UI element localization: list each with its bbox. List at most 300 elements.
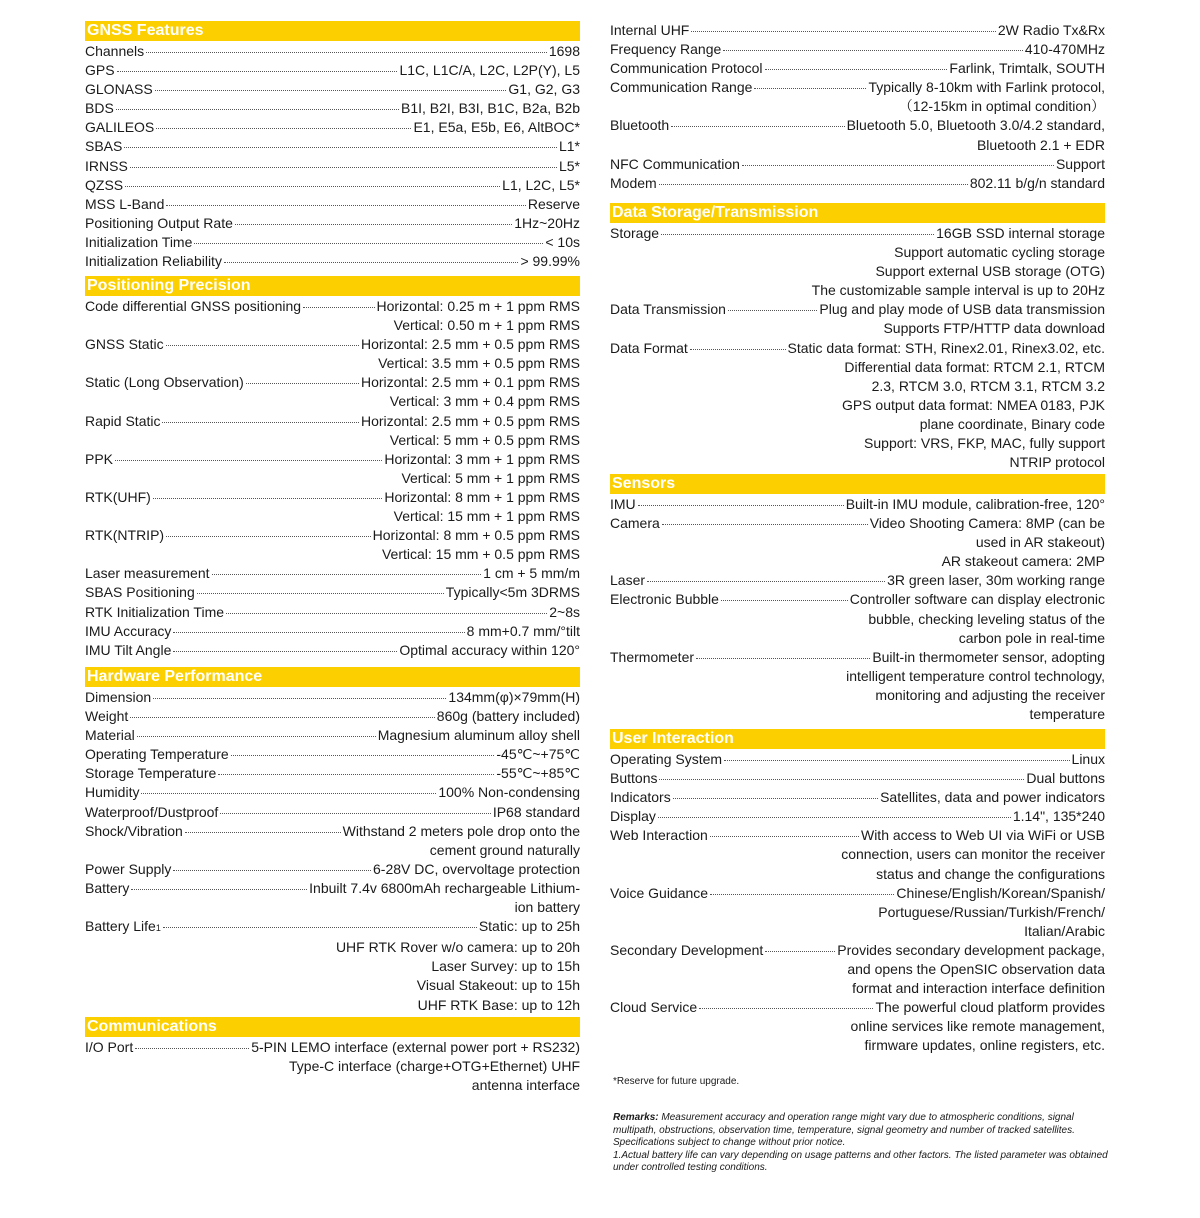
spec-value-cont: intelligent temperature control technology,: [846, 667, 1105, 684]
spec-row: [85, 42, 580, 61]
spec-value: G1, G2, G3: [508, 81, 580, 98]
spec-row-main: [610, 224, 1105, 243]
spec-value: Inbuilt 7.4v 6800mAh rechargeable Lithium-: [309, 879, 580, 896]
spec-value: L1, L2C, L5*: [502, 176, 580, 193]
spec-row: [85, 195, 580, 214]
spec-row: [610, 884, 1105, 941]
spec-row: [610, 571, 1105, 590]
spec-label: Dimension: [85, 689, 152, 705]
spec-label: MSS L-Band: [85, 195, 165, 212]
spec-row: [610, 174, 1105, 193]
spec-label: RTK(UHF): [85, 488, 151, 505]
dot-leader: [696, 658, 870, 659]
section-header: Data Storage/Transmission: [610, 203, 1105, 223]
spec-value: Horizontal: 8 mm + 0.5 ppm RMS: [372, 527, 580, 544]
spec-label: Operating System: [610, 751, 723, 767]
section-header: GNSS Features: [85, 21, 580, 41]
spec-value: L5*: [558, 157, 580, 174]
spec-label: Bluetooth: [610, 117, 670, 134]
section-header: Sensors: [610, 474, 1105, 494]
spec-row-main: [610, 807, 1105, 826]
spec-value: -55℃~+85℃: [496, 765, 580, 782]
spec-value: 410-470MHz: [1024, 41, 1105, 58]
spec-row: [610, 826, 1105, 883]
spec-label: Internal UHF: [610, 22, 690, 38]
spec-label: PPK: [85, 450, 114, 467]
spec-row-main: [85, 335, 580, 354]
spec-row-main: [85, 688, 580, 707]
remarks-label: Remarks:: [613, 1112, 659, 1123]
spec-label: GPS: [85, 62, 115, 79]
spec-row: [610, 941, 1105, 998]
section-header: Communications: [85, 1017, 580, 1037]
spec-label: Operating Temperature: [85, 746, 229, 763]
section-header: Hardware Performance: [85, 667, 580, 687]
spec-value-cont: Vertical: 5 mm + 0.5 ppm RMS: [389, 431, 580, 448]
spec-label: Channels: [85, 43, 145, 59]
spec-value: Video Shooting Camera: 8MP (can be: [869, 515, 1105, 532]
spec-row-main: [610, 826, 1105, 845]
spec-value: 16GB SSD internal storage: [936, 225, 1105, 241]
dot-leader: [659, 184, 968, 185]
dot-leader: [173, 632, 464, 633]
spec-row-main: [85, 450, 580, 469]
dot-leader: [728, 310, 817, 311]
spec-row: [85, 879, 580, 917]
footnote-marker: 1: [155, 923, 161, 934]
spec-value-cont: The customizable sample interval is up to 20Hz: [811, 282, 1105, 299]
spec-label: Buttons: [610, 770, 658, 787]
spec-label: SBAS: [85, 138, 123, 155]
dot-leader: [173, 651, 397, 652]
spec-value-cont: Type-C interface (charge+OTG+Ethernet) UHF: [289, 1058, 580, 1075]
dot-leader: [153, 498, 382, 499]
spec-label: Frequency Range: [610, 41, 722, 58]
spec-row-main: [610, 59, 1105, 78]
spec-label: IMU Tilt Angle: [85, 641, 172, 658]
remarks: [613, 1112, 1113, 1175]
dot-leader: [130, 167, 557, 168]
spec-row: [610, 590, 1105, 647]
dot-leader: [673, 798, 878, 799]
dot-leader: [303, 307, 374, 308]
dot-leader: [710, 836, 859, 837]
dot-leader: [156, 128, 411, 129]
spec-row: [85, 80, 580, 99]
spec-row: [85, 622, 580, 641]
spec-row: [610, 769, 1105, 788]
spec-row-main: [85, 707, 580, 726]
spec-row-main: [85, 252, 580, 271]
spec-row: [85, 783, 580, 802]
spec-value-cont: cement ground naturally: [429, 841, 580, 858]
dot-leader: [166, 205, 525, 206]
spec-value-cont: and opens the OpenSIC observation data: [847, 961, 1105, 978]
spec-value-cont: bubble, checking leveling status of the: [868, 610, 1105, 627]
spec-value: 8 mm+0.7 mm/°tilt: [466, 622, 580, 639]
spec-row: [85, 157, 580, 176]
spec-row-main: [610, 788, 1105, 807]
dot-leader: [212, 574, 482, 575]
spec-row-main: [610, 514, 1105, 533]
spec-row-main: [85, 526, 580, 545]
spec-label: Storage: [610, 225, 660, 241]
dot-leader: [224, 262, 518, 263]
spec-row-main: [85, 641, 580, 660]
spec-row: [85, 488, 580, 526]
spec-row-main: [610, 155, 1105, 174]
spec-row-main: [85, 1038, 580, 1057]
spec-row-main: [85, 860, 580, 879]
spec-value-cont: firmware updates, online registers, etc.: [864, 1037, 1105, 1054]
spec-row: [85, 526, 580, 564]
spec-value-cont: format and interaction interface definition: [852, 980, 1105, 997]
spec-value: 2~8s: [549, 603, 580, 620]
spec-value: 3R green laser, 30m working range: [887, 572, 1105, 589]
spec-label: Display: [610, 808, 656, 825]
spec-value: 5-PIN LEMO interface (external power port + RS232): [251, 1039, 580, 1055]
spec-label: Communication Range: [610, 79, 753, 96]
spec-value: Built-in thermometer sensor, adopting: [872, 648, 1105, 665]
spec-label: IMU: [610, 496, 636, 512]
spec-value-cont: status and change the configurations: [876, 865, 1105, 882]
spec-row: [85, 137, 580, 156]
dot-leader: [163, 927, 477, 928]
spec-label: Battery Life: [85, 918, 156, 935]
spec-row-main: [610, 495, 1105, 514]
spec-row: [85, 450, 580, 488]
spec-row: [610, 514, 1105, 571]
spec-value: B1I, B2I, B3I, B1C, B2a, B2b: [401, 100, 580, 117]
spec-row-main: [85, 214, 580, 233]
spec-label: RTK Initialization Time: [85, 603, 225, 620]
spec-label: Initialization Time: [85, 233, 193, 250]
spec-value-cont: Vertical: 0.50 m + 1 ppm RMS: [393, 317, 580, 334]
spec-value: Typically 8-10km with Farlink protocol,: [868, 79, 1105, 96]
spec-row: [85, 707, 580, 726]
spec-value: IP68 standard: [492, 803, 580, 820]
spec-row-main: [85, 42, 580, 61]
spec-row-main: [610, 998, 1105, 1017]
section-data-storage: [610, 203, 1105, 472]
spec-row: [85, 61, 580, 80]
dot-leader: [754, 88, 866, 89]
spec-row: [85, 335, 580, 373]
spec-row: [85, 252, 580, 271]
dot-leader: [146, 52, 547, 53]
reserve-note: *Reserve for future upgrade.: [613, 1076, 740, 1087]
section-header: User Interaction: [610, 729, 1105, 749]
spec-row: [610, 116, 1105, 154]
spec-value-cont: temperature: [1029, 706, 1105, 723]
spec-row: [610, 998, 1105, 1055]
spec-value: Optimal accuracy within 120°: [399, 641, 580, 658]
spec-value-cont: Laser Survey: up to 15h: [431, 958, 580, 975]
spec-label: Static (Long Observation): [85, 374, 244, 391]
spec-row: [610, 78, 1105, 116]
spec-value-cont: monitoring and adjusting the receiver: [875, 686, 1105, 703]
section-user-interaction: [610, 729, 1105, 1056]
spec-value: L1*: [558, 138, 580, 155]
spec-label: Shock/Vibration: [85, 822, 183, 839]
spec-value: Horizontal: 2.5 mm + 0.1 ppm RMS: [360, 374, 580, 391]
spec-row: [610, 59, 1105, 78]
dot-leader: [135, 1048, 249, 1049]
spec-value: Plug and play mode of USB data transmission: [819, 301, 1105, 318]
spec-row: [85, 297, 580, 335]
spec-value: Horizontal: 3 mm + 1 ppm RMS: [384, 450, 580, 467]
dot-leader: [218, 774, 494, 775]
dot-leader: [194, 243, 543, 244]
spec-row-main: [85, 917, 580, 938]
spec-row-main: [610, 648, 1105, 667]
spec-value-cont: Vertical: 15 mm + 1 ppm RMS: [393, 508, 580, 525]
spec-row: [610, 750, 1105, 769]
spec-value: Dual buttons: [1026, 770, 1105, 787]
spec-row: [85, 641, 580, 660]
dot-leader: [691, 31, 996, 32]
spec-row: [85, 803, 580, 822]
spec-row-main: [85, 80, 580, 99]
spec-label: RTK(NTRIP): [85, 527, 165, 544]
spec-label: Data Format: [610, 339, 688, 356]
spec-row-main: [85, 603, 580, 622]
dot-leader: [197, 593, 444, 594]
spec-value: Farlink, Trimtalk, SOUTH: [949, 60, 1105, 77]
spec-value: Linux: [1071, 751, 1105, 767]
spec-label: I/O Port: [85, 1039, 134, 1055]
spec-row: [85, 745, 580, 764]
spec-row-main: [610, 116, 1105, 135]
dot-leader: [141, 793, 436, 794]
spec-value: 1698: [548, 43, 580, 59]
dot-leader: [162, 422, 358, 423]
spec-value: Built-in IMU module, calibration-free, 120°: [845, 496, 1105, 512]
spec-value: Horizontal: 8 mm + 1 ppm RMS: [384, 488, 580, 505]
spec-row-main: [85, 157, 580, 176]
spec-value: 860g (battery included): [436, 708, 580, 725]
spec-row: [610, 21, 1105, 40]
spec-label: Camera: [610, 515, 660, 532]
dot-leader: [765, 951, 835, 952]
spec-row-main: [610, 174, 1105, 193]
spec-value: The powerful cloud platform provides: [875, 999, 1105, 1016]
spec-row: [85, 603, 580, 622]
dot-leader: [658, 817, 1011, 818]
spec-value: Reserve: [527, 195, 580, 212]
spec-row: [85, 118, 580, 137]
spec-value-cont: Support external USB storage (OTG): [875, 263, 1105, 280]
spec-value-cont: Supports FTP/HTTP data download: [883, 320, 1105, 337]
spec-value: E1, E5a, E5b, E6, AltBOC*: [413, 119, 580, 136]
dot-leader: [231, 755, 495, 756]
spec-row-main: [610, 300, 1105, 319]
spec-row-main: [85, 99, 580, 118]
spec-row-main: [610, 590, 1105, 609]
dot-leader: [765, 69, 948, 70]
spec-label: Voice Guidance: [610, 884, 709, 901]
spec-row: [85, 822, 580, 860]
spec-value-cont: used in AR stakeout): [975, 534, 1105, 551]
spec-row-main: [610, 21, 1105, 40]
spec-label: Positioning Output Rate: [85, 214, 233, 231]
spec-row-main: [610, 339, 1105, 358]
spec-label: Secondary Development: [610, 941, 764, 958]
spec-row-main: [610, 40, 1105, 59]
spec-value: Horizontal: 2.5 mm + 0.5 ppm RMS: [360, 412, 580, 429]
spec-row: [610, 155, 1105, 174]
spec-value: Satellites, data and power indicators: [880, 789, 1105, 806]
spec-row: [85, 99, 580, 118]
spec-value: 1.14", 135*240: [1012, 808, 1105, 825]
spec-row: [85, 214, 580, 233]
spec-label: Storage Temperature: [85, 765, 217, 782]
spec-value: 100% Non-condensing: [438, 784, 580, 801]
spec-label: Modem: [610, 174, 657, 191]
spec-row: [85, 233, 580, 252]
dot-leader: [671, 126, 844, 127]
spec-label: Data Transmission: [610, 301, 726, 318]
spec-label: Code differential GNSS positioning: [85, 298, 302, 314]
spec-value: Bluetooth 5.0, Bluetooth 3.0/4.2 standard,: [846, 117, 1105, 134]
dot-leader: [166, 536, 371, 537]
spec-row: [610, 339, 1105, 473]
battery-footnote: 1.Actual battery life can vary depending on usage patterns and other factors. The listed parameter was obtained under controlled testing conditions.: [613, 1149, 1108, 1173]
spec-value-cont: Vertical: 3.5 mm + 0.5 ppm RMS: [378, 355, 580, 372]
spec-label: NFC Communication: [610, 155, 740, 172]
dot-leader: [661, 234, 934, 235]
spec-row: [85, 412, 580, 450]
spec-label: GALILEOS: [85, 119, 155, 136]
spec-value-cont: Differential data format: RTCM 2.1, RTCM: [844, 358, 1105, 375]
spec-value: 134mm(φ)×79mm(H): [448, 689, 580, 705]
spec-value: Provides secondary development package,: [837, 941, 1105, 958]
spec-row: [85, 764, 580, 783]
spec-value: Static data format: STH, Rinex2.01, Rinex3.02, etc.: [787, 339, 1105, 356]
dot-leader: [124, 147, 557, 148]
spec-row-main: [85, 745, 580, 764]
spec-value-cont: Support: VRS, FKP, MAC, fully support: [864, 435, 1105, 452]
spec-row-main: [610, 78, 1105, 97]
spec-value: > 99.99%: [520, 253, 580, 270]
spec-row-main: [85, 764, 580, 783]
dot-leader: [173, 870, 371, 871]
dot-leader: [166, 345, 359, 346]
spec-label: IMU Accuracy: [85, 622, 172, 639]
dot-leader: [662, 524, 868, 525]
spec-label: IRNSS: [85, 157, 128, 174]
dot-leader: [699, 1008, 873, 1009]
spec-value: 2W Radio Tx&Rx: [997, 22, 1105, 38]
section-positioning-precision: [85, 276, 580, 660]
section-sensors: [610, 474, 1105, 724]
spec-value-cont: antenna interface: [471, 1077, 580, 1094]
spec-value-cont: Portuguese/Russian/Turkish/French/: [878, 903, 1105, 920]
dot-leader: [137, 736, 376, 737]
spec-value-cont: （12-15km in optimal condition）: [898, 98, 1105, 115]
spec-row: [85, 176, 580, 195]
spec-value-cont: UHF RTK Rover w/o camera: up to 20h: [335, 939, 580, 956]
spec-row-main: [610, 571, 1105, 590]
spec-value-cont: GPS output data format: NMEA 0183, PJK: [841, 396, 1105, 413]
section-header: Positioning Precision: [85, 276, 580, 296]
spec-row-main: [85, 564, 580, 583]
spec-label: Humidity: [85, 784, 140, 801]
dot-leader: [220, 813, 491, 814]
remarks-text: Measurement accuracy and operation range might vary due to atmospheric conditions, signal multipath, obstructions, observation time, temperature, signal geometry and number of tracked satellites. Specifications subject to change without prior notice.: [613, 1112, 1075, 1148]
spec-row-main: [85, 412, 580, 431]
spec-value-cont: Italian/Arabic: [1024, 922, 1105, 939]
spec-label: SBAS Positioning: [85, 584, 195, 601]
spec-label: Laser measurement: [85, 565, 210, 582]
spec-label: Power Supply: [85, 860, 172, 877]
spec-label: Communication Protocol: [610, 60, 763, 77]
spec-value: L1C, L1C/A, L2C, L2P(Y), L5: [399, 62, 580, 79]
spec-row: [610, 788, 1105, 807]
spec-value: Controller software can display electronic: [849, 591, 1105, 608]
dot-leader: [647, 581, 885, 582]
spec-row-main: [85, 176, 580, 195]
spec-label: Weight: [85, 708, 129, 725]
spec-label: Thermometer: [610, 648, 695, 665]
spec-row-main: [85, 137, 580, 156]
spec-value: Withstand 2 meters pole drop onto the: [342, 822, 580, 839]
spec-label: BDS: [85, 100, 114, 117]
spec-row-main: [85, 118, 580, 137]
spec-row: [85, 726, 580, 745]
spec-row-main: [85, 622, 580, 641]
spec-label: Indicators: [610, 789, 671, 806]
spec-row: [610, 648, 1105, 724]
dot-leader: [155, 90, 507, 91]
dot-leader: [185, 832, 341, 833]
spec-label: Battery: [85, 879, 130, 896]
spec-label: GLONASS: [85, 81, 153, 98]
spec-value-cont: Vertical: 15 mm + 0.5 ppm RMS: [381, 546, 580, 563]
spec-row-main: [85, 297, 580, 316]
spec-row: [85, 564, 580, 583]
dot-leader: [226, 613, 547, 614]
dot-leader: [724, 760, 1069, 761]
spec-row: [85, 583, 580, 602]
spec-value-cont: carbon pole in real-time: [958, 629, 1105, 646]
spec-row-main: [85, 822, 580, 841]
spec-value: < 10s: [545, 233, 580, 250]
spec-row: [610, 40, 1105, 59]
spec-value: 1 cm + 5 mm/m: [483, 565, 580, 582]
spec-value-cont: Vertical: 3 mm + 0.4 ppm RMS: [389, 393, 580, 410]
spec-row-main: [85, 233, 580, 252]
spec-value: Magnesium aluminum alloy shell: [377, 727, 580, 744]
spec-row: [85, 860, 580, 879]
spec-label: Electronic Bubble: [610, 591, 719, 608]
spec-row-main: [610, 769, 1105, 788]
dot-leader: [153, 698, 446, 699]
dot-leader: [125, 186, 500, 187]
section-communications: [85, 1017, 580, 1095]
spec-value-cont: Bluetooth 2.1 + EDR: [976, 136, 1105, 153]
spec-row: [85, 917, 580, 1014]
spec-row: [85, 688, 580, 707]
spec-row: [610, 807, 1105, 826]
spec-row: [610, 224, 1105, 300]
dot-leader: [117, 71, 398, 72]
dot-leader: [131, 889, 307, 890]
spec-label: Rapid Static: [85, 412, 161, 429]
spec-value: Static: up to 25h: [478, 918, 580, 935]
dot-leader: [115, 460, 382, 461]
dot-leader: [130, 717, 434, 718]
